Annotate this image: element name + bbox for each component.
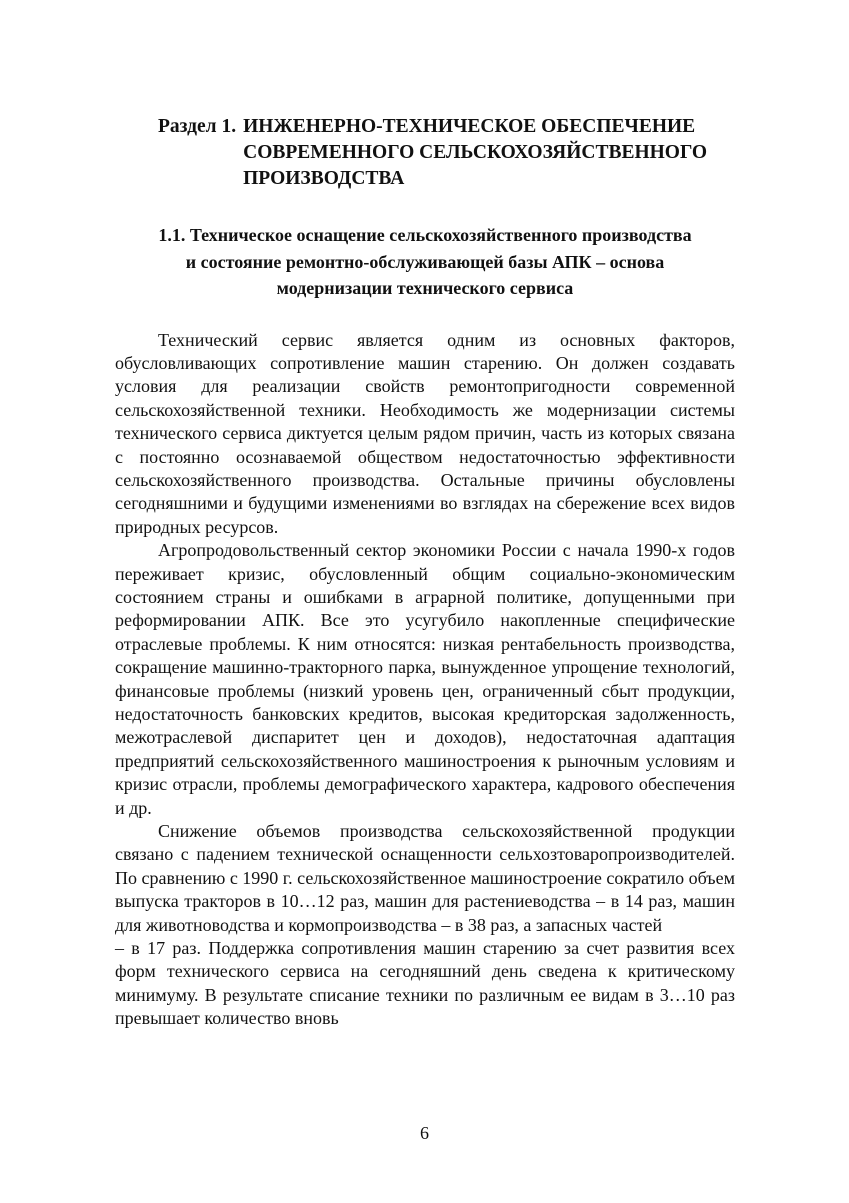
page-content [115,114,735,1031]
subsection-title-line-3: модернизации технического сервиса [276,278,574,298]
paragraph-3: Снижение объемов производства сельскохозяйственной продукции связано с падением технической оснащенности сельхозтоваропроизводителей. По сравнению с 1990 г. сельскохозяйственное машиностроение сократило объем выпуска тракторов в 10…12 раз, машин для растениеводства – в 14 раз, машин для животноводства и кормопроизводства – в 38 раз, а запасных частей [115,821,735,935]
subsection-heading [115,222,735,302]
body-text [115,329,735,1031]
section-title: ИНЖЕНЕРНО-ТЕХНИЧЕСКОЕ ОБЕСПЕЧЕНИЕ СОВРЕМЕННОГО СЕЛЬСКОХОЗЯЙСТВЕННОГО ПРОИЗВОДСТВА [243,116,708,189]
section-label: Раздел 1. [158,116,237,137]
subsection-title-line-1: 1.1. Техническое оснащение сельскохозяйственного производства [158,225,692,245]
section-heading [158,114,735,192]
subsection-title-line-2: и состояние ремонтно-обслуживающей базы АПК – основа [185,251,665,272]
page-number: 6 [420,1123,429,1143]
paragraph-2: Агропродовольственный сектор экономики России с начала 1990-х годов переживает кризис, обусловленный общим социально-экономическим состоянием страны и ошибками в аграрной политике, допущенными при реформировании АПК. Все это усугубило накопленные специфические отраслевые проблемы. К ним относятся: низкая рентабельность производства, сокращение машинно-тракторного парка, вынужденное упрощение технологий, финансовые проблемы (низкий уровень цен, ограниченный сбыт продукции, недостаточность банковских кредитов, высокая кредиторская задолженность, межотраслевой диспаритет цен и доходов), недостаточная адаптация предприятий сельскохозяйственного машиностроения к рыночным условиям и кризис отрасли, проблемы демографического характера, кадрового обеспечения и др. [115,540,735,818]
paragraph-1: Технический сервис является одним из основных факторов, обусловливающих сопротивление машин старению. Он должен создавать условия для реализации свойств ремонтопригодности современной сельскохозяйственной техники. Необходимость же модернизации системы технического сервиса диктуется целым рядом причин, часть из которых связана с постоянно осознаваемой обществом недостаточностью эффективности сельскохозяйственного производства. Остальные причины обусловлены сегодняшними и будущими изменениями во взглядах на сбережение всех видов природных ресурсов. [115,329,735,537]
paragraph-3-continued: – в 17 раз. Поддержка сопротивления машин старению за счет развития всех форм технического сервиса на сегодняшний день сведена к критическому минимуму. В результате списание техники по различным ее видам в 3…10 раз превышает количество вновь [115,938,735,1029]
